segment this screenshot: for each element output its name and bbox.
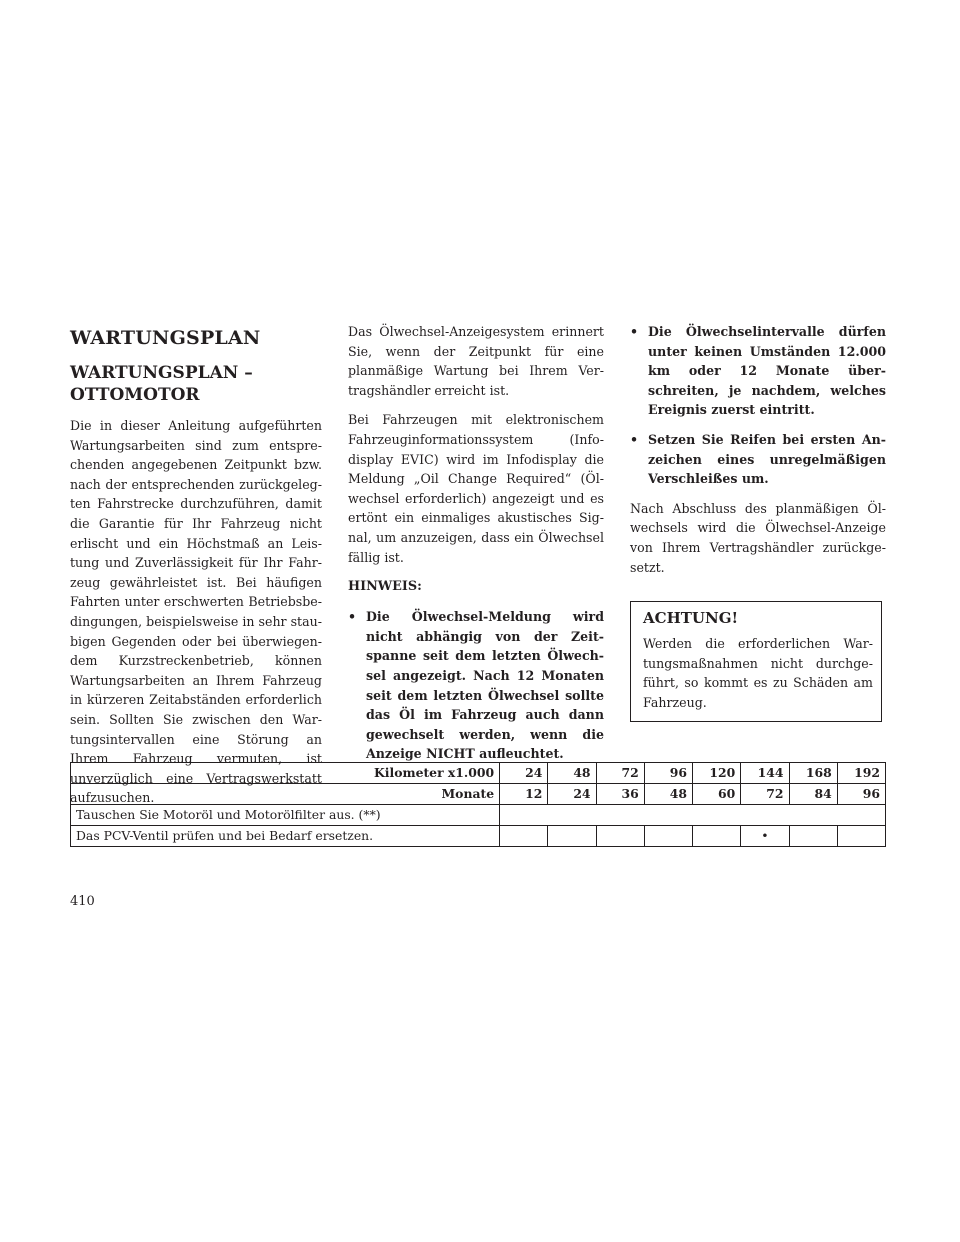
months-cell: 60 xyxy=(693,784,741,805)
km-cell: 144 xyxy=(741,763,789,784)
table-row xyxy=(71,826,886,847)
km-cell: 48 xyxy=(548,763,596,784)
interval-cell xyxy=(500,826,548,847)
km-cell: 96 xyxy=(644,763,692,784)
interval-cell: • xyxy=(741,826,789,847)
months-cell: 72 xyxy=(741,784,789,805)
note-bullet-3 xyxy=(630,430,886,489)
column-middle xyxy=(348,322,604,774)
warning-box xyxy=(630,601,882,721)
maintenance-schedule-table xyxy=(70,762,886,847)
bullet-marker: • xyxy=(630,431,639,447)
months-cell: 84 xyxy=(789,784,837,805)
months-cell: 48 xyxy=(644,784,692,805)
interval-cell xyxy=(596,826,644,847)
page-number: 410 xyxy=(70,894,95,909)
interval-cell xyxy=(548,826,596,847)
bullet-marker: • xyxy=(348,609,357,625)
warning-title: ACHTUNG! xyxy=(643,609,739,628)
intro-paragraph: Die in dieser Anleitung aufgeführten Wartungsarbeiten sind zum entsprechenden angegebenen Zeitpunkt bzw. nach der entsprechenden zurückgelegten Fahrstrecke durchzuführen, damit die Garantie für Ihr Fahrzeug nicht erlischt und ein Höchstmaß an Leistung und Zuverlässigkeit für Ihr Fahrzeug gewährleistet ist. Bei häufigen Fahrten unter erschwerten Betriebsbedingungen, beispielsweise in sehr staubigen Gegenden oder bei überwiegendem Kurzstreckenbetrieb, können Wartungsarbeiten an Ihrem Fahrzeug in kürzeren Zeitabständen erforderlich sein. Sollten Sie zwischen den Wartungsintervallen eine Störung an Ihrem Fahrzeug vermuten, ist unverzüglich eine Vertragswerkstatt aufzusuchen. xyxy=(70,418,322,806)
oil-indicator-paragraph: Das Ölwechsel-Anzeigesystem erinnert Sie, wenn der Zeitpunkt für eine planmäßige Wartung bei Ihrem Vertragshändler erreicht ist. xyxy=(348,324,604,398)
note-bullet-text: Die Ölwechselintervalle dürfen unter keinen Umständen 12.000 km oder 12 Monate überschreiten, je nachdem, welches Ereignis zuerst eintritt. xyxy=(648,324,886,418)
reset-paragraph: Nach Abschluss des planmäßigen Ölwechsels wird die Ölwechsel-Anzeige von Ihrem Vertragshändler zurückgesetzt. xyxy=(630,500,886,575)
months-label: Monate xyxy=(71,784,500,805)
evic-paragraph: Bei Fahrzeugen mit elektronischem Fahrzeuginformationssystem (Infodisplay EVIC) wird im Infodisplay die Meldung „Oil Change Required“ (Ölwechsel erforderlich) angezeigt und es ertönt ein einmaliges akustisches Signal, um anzuzeigen, dass ein Ölwechsel fällig ist. xyxy=(348,412,604,565)
subsection-heading: WARTUNGSPLAN – OTTOMOTOR xyxy=(70,363,253,405)
note-bullet-1 xyxy=(348,607,604,764)
km-cell: 192 xyxy=(837,763,885,784)
note-bullet-2 xyxy=(630,322,886,420)
km-cell: 72 xyxy=(596,763,644,784)
table-row xyxy=(71,805,886,826)
note-label: HINWEIS: xyxy=(348,579,422,595)
column-right xyxy=(630,322,886,722)
interval-cell xyxy=(837,826,885,847)
months-cell: 36 xyxy=(596,784,644,805)
table-row-months xyxy=(71,784,886,805)
section-heading: WARTUNGSPLAN xyxy=(70,327,261,349)
km-cell: 24 xyxy=(500,763,548,784)
km-cell: 120 xyxy=(693,763,741,784)
interval-cell xyxy=(789,826,837,847)
interval-cell xyxy=(644,826,692,847)
note-bullet-text: Setzen Sie Reifen bei ersten Anzeichen eines unregelmäßigen Verschleißes um. xyxy=(648,431,886,487)
months-cell: 24 xyxy=(548,784,596,805)
task-oil-change: Tauschen Sie Motoröl und Motorölfilter aus. (**) xyxy=(71,805,500,826)
task-pcv-valve: Das PCV-Ventil prüfen und bei Bedarf ersetzen. xyxy=(71,826,500,847)
bullet-marker: • xyxy=(630,324,639,339)
km-cell: 168 xyxy=(789,763,837,784)
table-row-kilometers xyxy=(71,763,886,784)
months-cell: 96 xyxy=(837,784,885,805)
months-cell: 12 xyxy=(500,784,548,805)
empty-merged-cell xyxy=(500,805,886,826)
column-left xyxy=(70,322,322,818)
warning-text: Werden die erforderlichen Wartungsmaßnahmen nicht durchgeführt, so kommt es zu Schäden am Fahrzeug. xyxy=(643,636,873,710)
note-bullet-text: Die Ölwechsel-Meldung wird nicht abhängig von der Zeitspanne seit dem letzten Ölwechsel angezeigt. Nach 12 Monaten seit dem letzten Ölwechsel sollte das Öl im Fahrzeug auch dann gewechselt werden, wenn die Anzeige NICHT aufleuchtet. xyxy=(366,609,604,762)
interval-cell xyxy=(693,826,741,847)
km-label: Kilometer x1.000 xyxy=(71,763,500,784)
